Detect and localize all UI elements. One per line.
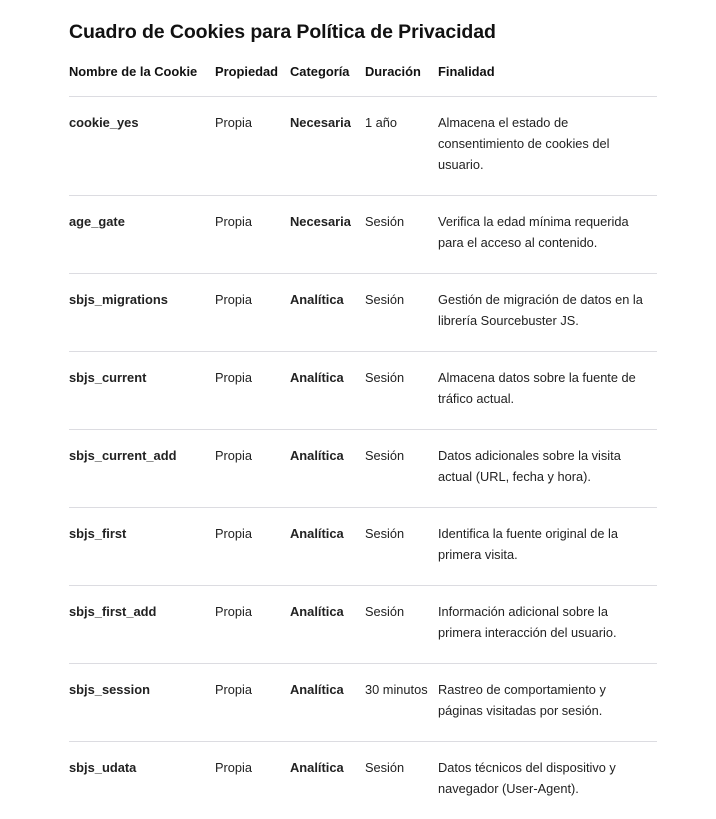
cell-cookie-name: sbjs_migrations xyxy=(69,273,215,351)
cell-purpose: Almacena datos sobre la fuente de tráfico actual. xyxy=(438,351,657,429)
cell-property: Propia xyxy=(215,96,290,195)
cell-category: Analítica xyxy=(290,273,365,351)
cell-category: Analítica xyxy=(290,759,344,775)
cell-duration: Sesión xyxy=(365,273,438,351)
cell-duration: Sesión xyxy=(365,759,405,775)
column-header-cookie-name: Nombre de la Cookie xyxy=(69,62,215,96)
cell-property: Propia xyxy=(215,663,290,741)
cell-category: Analítica xyxy=(290,507,365,585)
cell-purpose: Rastreo de comportamiento y páginas visitadas por sesión. xyxy=(438,663,657,741)
table-header-row xyxy=(69,62,657,96)
cell-purpose: Almacena el estado de consentimiento de cookies del usuario. xyxy=(438,96,657,195)
cell-duration: Sesión xyxy=(365,351,438,429)
cell-duration: 1 año xyxy=(365,96,438,195)
cell-category: Necesaria xyxy=(290,96,365,195)
cell-duration: Sesión xyxy=(365,195,438,273)
cell-property: Propia xyxy=(215,351,290,429)
column-header-category: Categoría xyxy=(290,62,365,96)
cell-cookie-name: sbjs_udata xyxy=(69,759,137,775)
cell-cookie-name: cookie_yes xyxy=(69,96,215,195)
table-body xyxy=(69,96,657,819)
cell-category: Analítica xyxy=(290,429,365,507)
cell-cookie-name: sbjs_session xyxy=(69,663,215,741)
cell-duration: Sesión xyxy=(365,507,438,585)
cell-cookie-name: age_gate xyxy=(69,195,215,273)
cell-cookie-name: sbjs_first_add xyxy=(69,585,215,663)
column-header-duration: Duración xyxy=(365,62,438,96)
cell-purpose: Datos adicionales sobre la visita actual (URL, fecha y hora). xyxy=(438,429,657,507)
cell-duration: Sesión xyxy=(365,585,438,663)
table-row xyxy=(69,663,657,741)
cell-property: Propia xyxy=(215,759,252,775)
cookie-table xyxy=(69,62,657,819)
cell-duration: Sesión xyxy=(365,429,438,507)
table-row xyxy=(69,351,657,429)
cell-category: Necesaria xyxy=(290,195,365,273)
cell-duration: 30 minutos xyxy=(365,663,438,741)
cell-property: Propia xyxy=(215,195,290,273)
cell-category: Analítica xyxy=(290,585,365,663)
cell-purpose: Información adicional sobre la primera interacción del usuario. xyxy=(438,585,657,663)
cell-property: Propia xyxy=(215,273,290,351)
table-row xyxy=(69,585,657,663)
table-row xyxy=(69,741,657,819)
cell-property: Propia xyxy=(215,429,290,507)
table-row xyxy=(69,96,657,195)
cell-property: Propia xyxy=(215,507,290,585)
cell-property: Propia xyxy=(215,585,290,663)
table-row xyxy=(69,195,657,273)
column-header-purpose: Finalidad xyxy=(438,62,657,96)
cell-category: Analítica xyxy=(290,663,365,741)
table-row xyxy=(69,507,657,585)
cell-purpose: Gestión de migración de datos en la librería Sourcebuster JS. xyxy=(438,273,657,351)
cell-purpose: Verifica la edad mínima requerida para el acceso al contenido. xyxy=(438,195,657,273)
column-header-property: Propiedad xyxy=(215,62,290,96)
cell-purpose: Datos técnicos del dispositivo y navegador (User-Agent). xyxy=(438,759,616,796)
table-header xyxy=(69,62,657,96)
cell-cookie-name: sbjs_current_add xyxy=(69,429,215,507)
table-row xyxy=(69,429,657,507)
table-row xyxy=(69,273,657,351)
cell-category: Analítica xyxy=(290,351,365,429)
cell-cookie-name: sbjs_first xyxy=(69,507,215,585)
page-title: Cuadro de Cookies para Política de Privacidad xyxy=(69,21,496,43)
cell-purpose: Identifica la fuente original de la primera visita. xyxy=(438,507,657,585)
cell-cookie-name: sbjs_current xyxy=(69,351,215,429)
